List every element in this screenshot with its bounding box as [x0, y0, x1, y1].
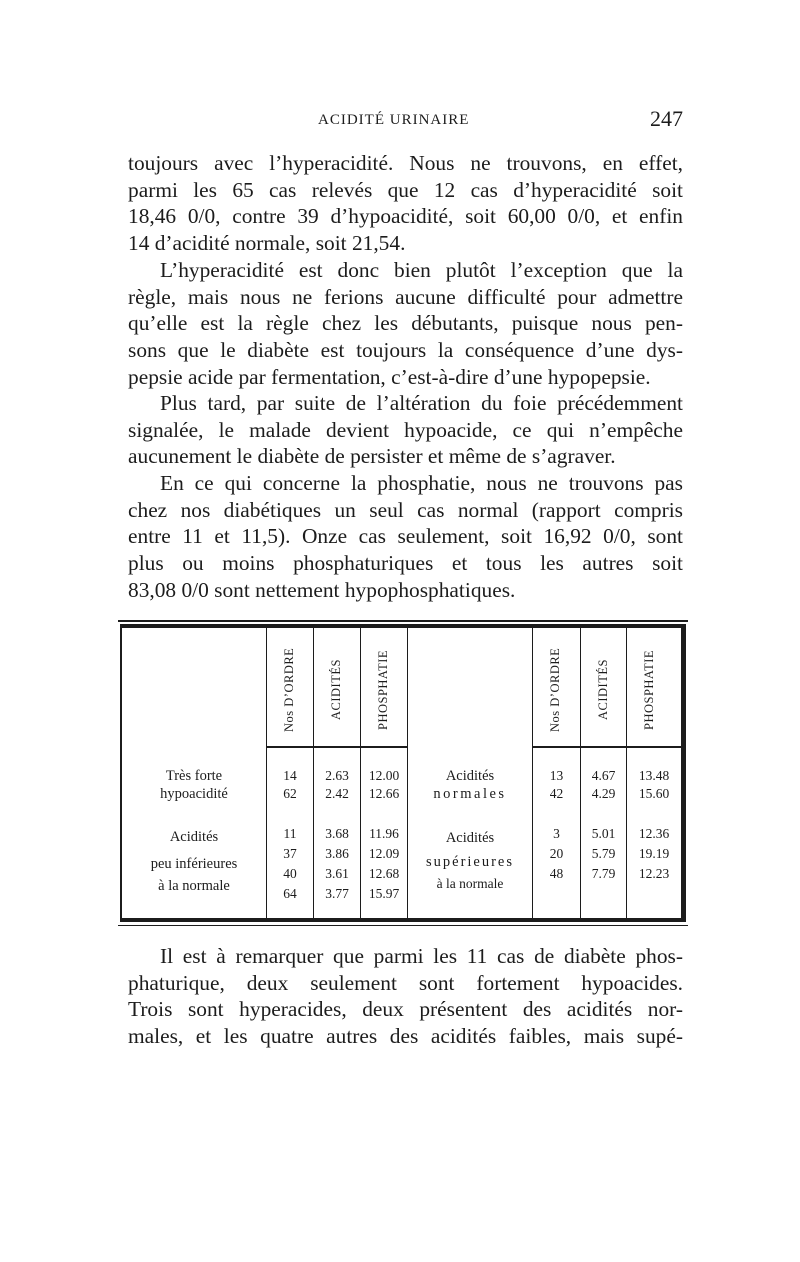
cell-acidites: 2.63: [325, 768, 349, 783]
text-line: 18,46 0/0, contre 39 d’hypoacidité, soit 60,00 0/0, et enfin: [128, 204, 683, 229]
text-line: En ce qui concerne la phosphatie, nous ne trouvons pas: [160, 471, 683, 495]
cell-ordre: 64: [283, 886, 297, 901]
table-rule: [120, 624, 122, 922]
cell-acidites: 4.29: [591, 786, 616, 801]
table-rule: [681, 624, 686, 922]
table-rule: [266, 746, 408, 748]
cell-phosphatie: 12.36: [638, 826, 670, 841]
text-line: Il est à remarquer que parmi les 11 cas de diabète phos-: [160, 944, 683, 968]
group-label: supérieures: [425, 854, 515, 870]
cell-acidites: 3.61: [325, 866, 349, 881]
table-rule: [118, 925, 688, 927]
text-line: aucunement le diabète de persister et même de s’agraver.: [128, 444, 616, 469]
cell-phosphatie: 13.48: [638, 768, 670, 783]
cell-acidites: 5.01: [591, 826, 616, 841]
cell-ordre: 11: [283, 826, 297, 841]
cell-ordre: 20: [549, 846, 564, 861]
table-rule: [532, 746, 681, 748]
group-label: peu inférieures: [150, 856, 238, 872]
text-line: 14 d’acidité normale, soit 21,54.: [128, 231, 406, 256]
cell-phosphatie: 12.00: [368, 768, 400, 783]
text-line: chez nos diabétiques un seul cas normal (rapport compris: [128, 497, 683, 522]
cell-phosphatie: 12.68: [368, 866, 400, 881]
col-header-acidites: ACIDITÉS: [596, 659, 610, 721]
text-line: phaturique, deux seulement sont fortement hypoacides.: [128, 970, 683, 995]
text-line: Plus tard, par suite de l’altération du foie précédemment: [160, 391, 683, 415]
paragraph-3: [128, 390, 683, 470]
group-label: Acidités: [169, 829, 219, 845]
text-line: sons que le diabète est toujours la conséquence d’une dys-: [128, 338, 683, 363]
text-line: entre 11 et 11,5). Onze cas seulement, soit 16,92 0/0, sont: [128, 524, 683, 549]
text-line: parmi les 65 cas relevés que 12 cas d’hyperacidité soit: [128, 177, 683, 202]
cell-ordre: 62: [283, 786, 297, 801]
group-label: Très forte: [165, 768, 223, 784]
group-label: à la normale: [158, 878, 230, 894]
cell-acidites: 3.86: [325, 846, 349, 861]
cell-acidites: 4.67: [591, 768, 616, 783]
cell-ordre: 14: [283, 768, 297, 783]
cell-phosphatie: 12.09: [368, 846, 400, 861]
text-line: toujours avec l’hyperacidité. Nous ne trouvons, en effet,: [128, 151, 683, 175]
cell-ordre: 37: [283, 846, 297, 861]
cell-phosphatie: 19.19: [638, 846, 670, 861]
table-rule: [407, 628, 408, 918]
cell-phosphatie: 15.97: [368, 886, 400, 901]
cell-acidites: 3.68: [325, 826, 349, 841]
group-label: à la normale: [436, 876, 504, 891]
text-line: 83,08 0/0 sont nettement hypophosphatiques.: [128, 577, 516, 602]
col-header-acidites: ACIDITÉS: [329, 659, 343, 721]
table-rule: [120, 624, 686, 628]
text-line: règle, mais nous ne ferions aucune difficulté pour admettre: [128, 284, 683, 309]
col-header-phosphatie: PHOSPHATIE: [642, 650, 656, 731]
group-label: normales: [433, 786, 507, 802]
group-label: hypoacidité: [160, 786, 228, 802]
cell-phosphatie: 12.66: [368, 786, 400, 801]
table-rule: [118, 620, 688, 622]
col-header-ordre: Nos D’ORDRE: [548, 647, 562, 733]
page-header: [128, 106, 683, 136]
text-line: pepsie acide par fermentation, c’est-à-dire d’une hypopepsie.: [128, 364, 651, 389]
paragraph-4: [128, 470, 683, 603]
text-line: plus ou moins phosphaturiques et tous les autres soit: [128, 551, 683, 576]
text-line: males, et les quatre autres des acidités faibles, mais supé-: [128, 1024, 683, 1049]
text-line: L’hyperacidité est donc bien plutôt l’exception que la: [160, 258, 683, 282]
text-line: signalée, le malade devient hypoacide, ce qui n’empêche: [128, 417, 683, 442]
cell-ordre: 13: [549, 768, 564, 783]
col-header-phosphatie: PHOSPHATIE: [376, 650, 390, 731]
cell-acidites: 5.79: [591, 846, 616, 861]
cell-acidites: 7.79: [591, 866, 616, 881]
cell-acidites: 3.77: [325, 886, 349, 901]
group-label: Acidités: [445, 768, 495, 784]
cell-ordre: 42: [549, 786, 564, 801]
cell-ordre: 48: [549, 866, 564, 881]
paragraph-5: [128, 943, 683, 1050]
paragraph-2: [128, 257, 683, 390]
cell-phosphatie: 15.60: [638, 786, 670, 801]
data-table: [118, 620, 688, 926]
text-line: Trois sont hyperacides, deux présentent des acidités nor-: [128, 997, 683, 1022]
table-rule: [120, 918, 686, 922]
page-number: 247: [650, 106, 683, 131]
cell-ordre: 40: [283, 866, 297, 881]
paragraph-1: [128, 150, 683, 257]
running-title: ACIDITÉ URINAIRE: [318, 112, 470, 128]
cell-phosphatie: 12.23: [638, 866, 670, 881]
text-line: qu’elle est la règle chez les débutants, puisque nous pen-: [128, 311, 683, 336]
cell-ordre: 3: [553, 826, 560, 841]
cell-phosphatie: 11.96: [369, 826, 399, 841]
col-header-ordre: Nos D’ORDRE: [282, 647, 296, 733]
group-label: Acidités: [445, 830, 495, 846]
cell-acidites: 2.42: [325, 786, 349, 801]
